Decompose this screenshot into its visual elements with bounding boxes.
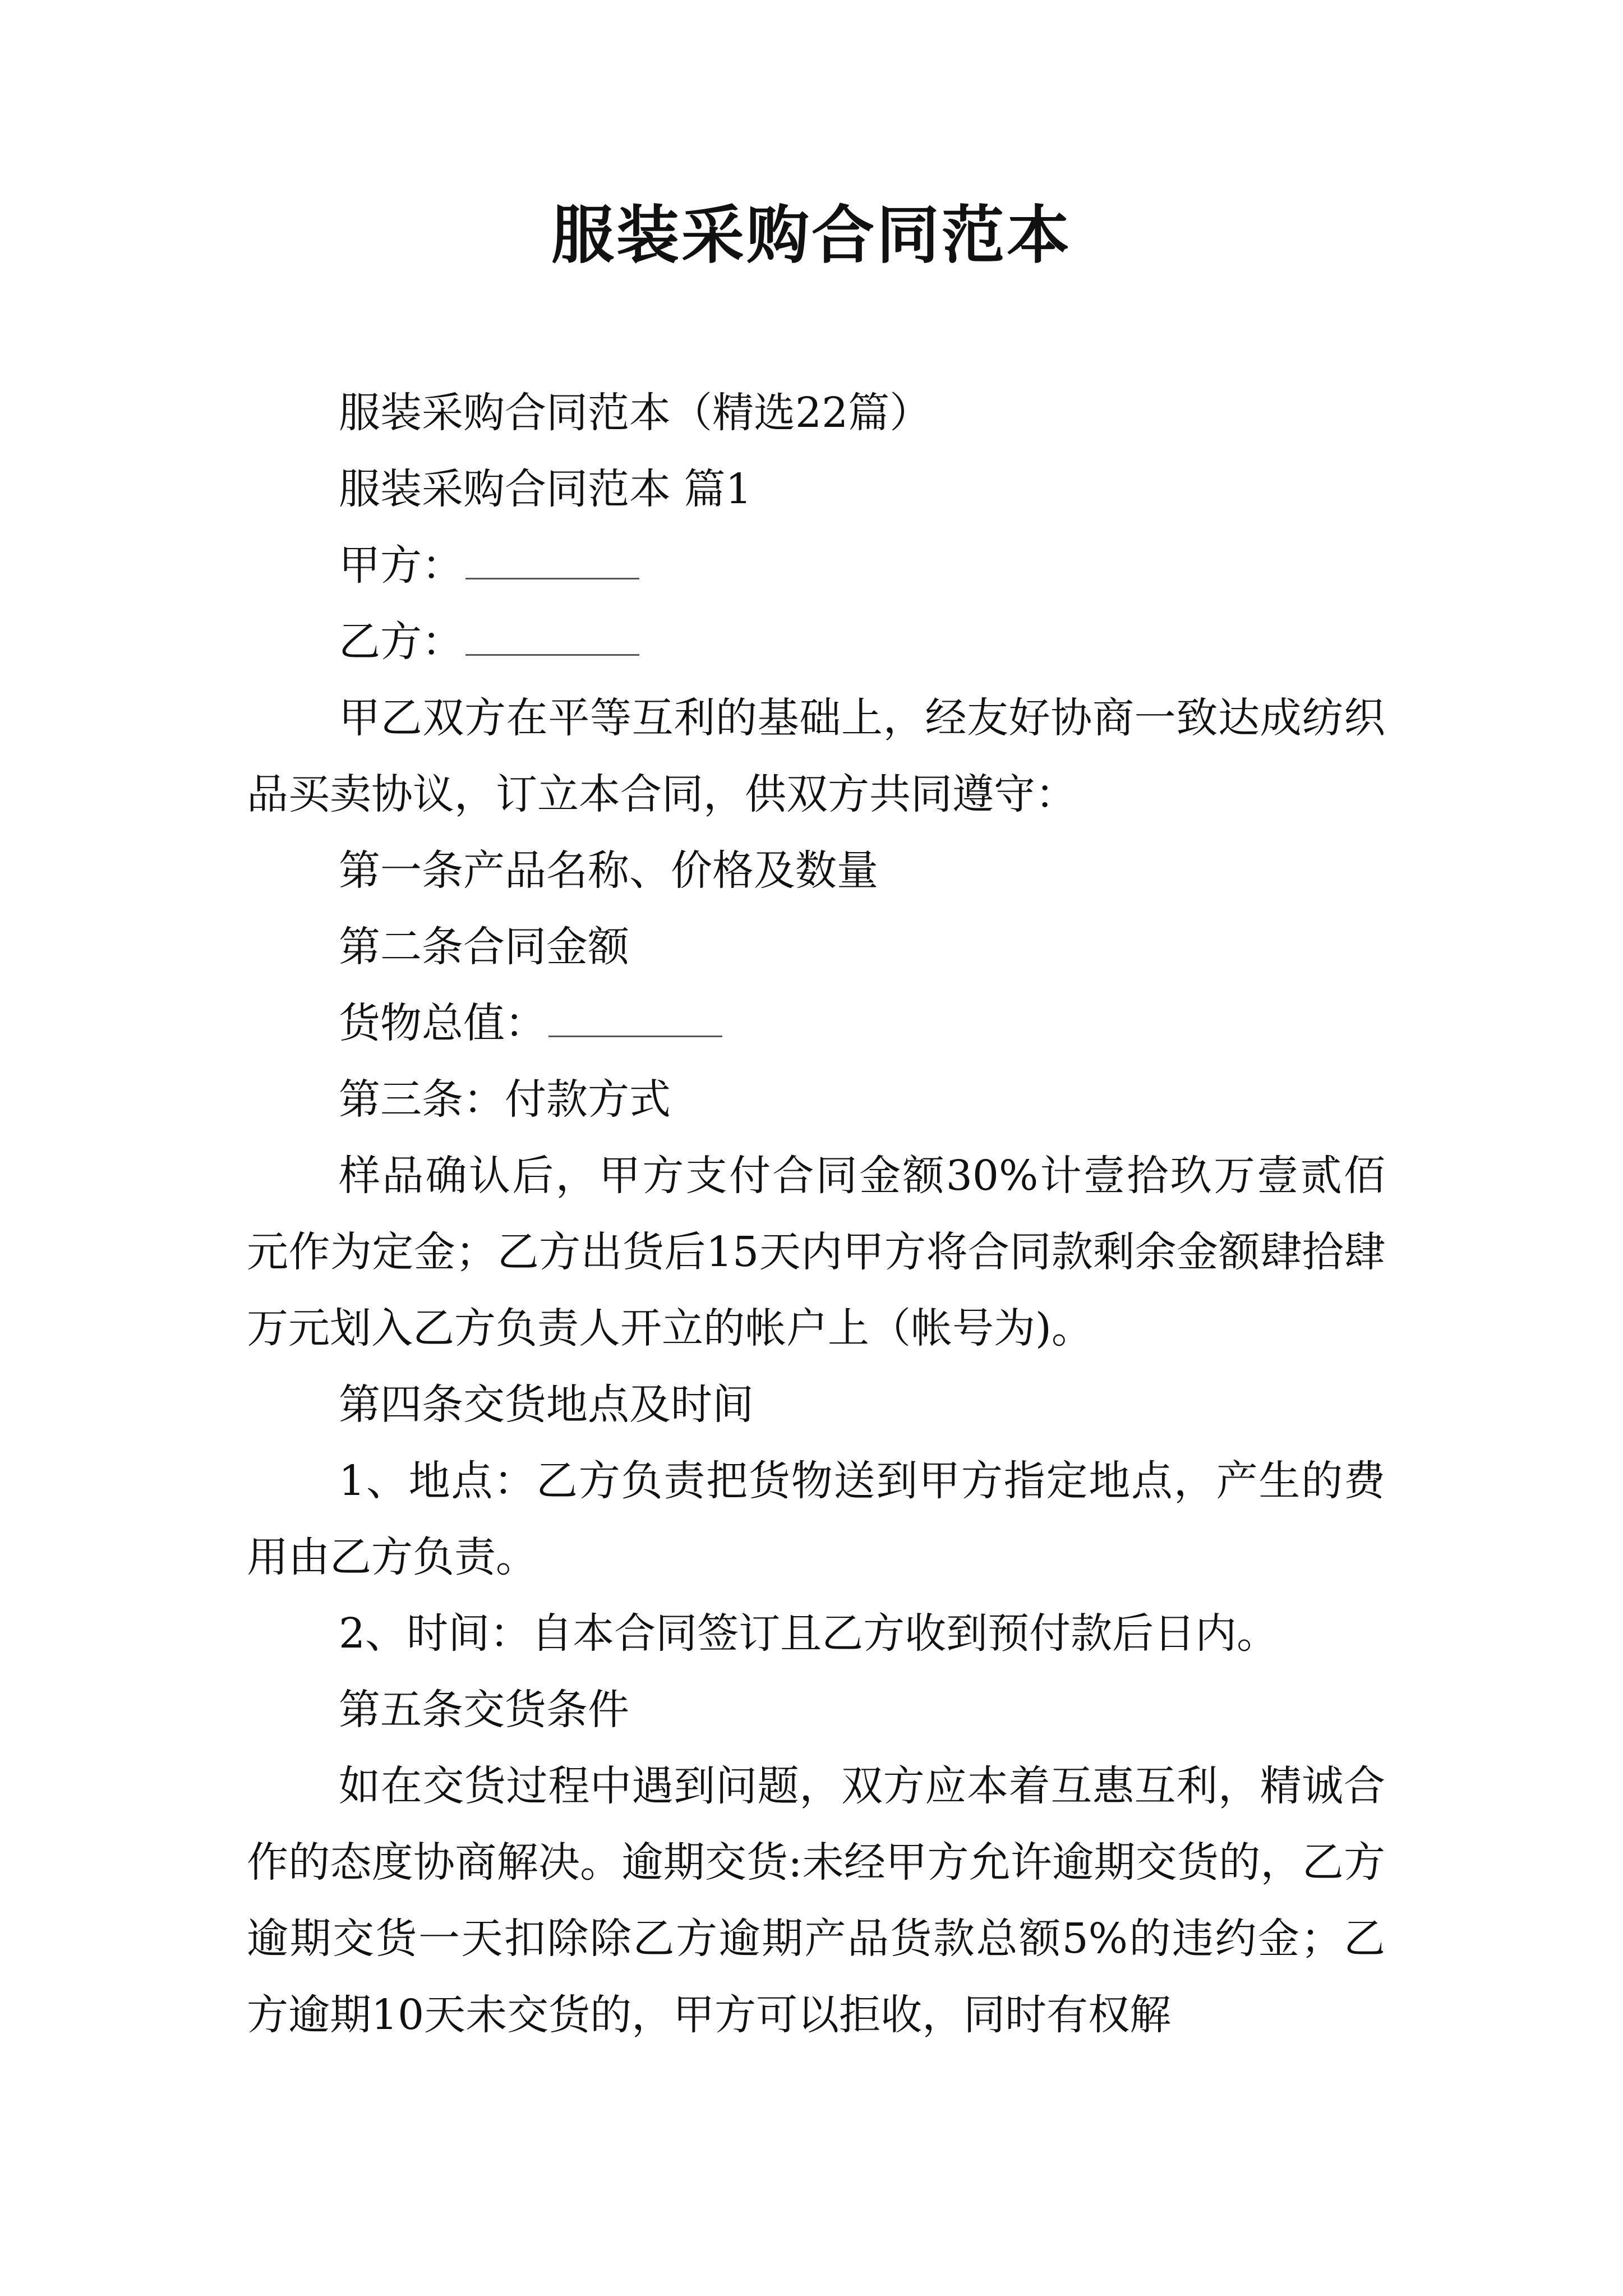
- total-value-line: [247, 985, 1385, 1061]
- party-b-line: [247, 604, 1385, 680]
- clause-4-heading: 第四条交货地点及时间: [339, 1381, 754, 1429]
- preamble-paragraph: 甲乙双方在平等互利的基础上，经友好协商一致达成纺织品买卖协议，订立本合同，供双方共同遵守：: [247, 694, 1385, 818]
- total-value-blank: [548, 1002, 722, 1037]
- document-title: 服装采购合同范本: [551, 199, 1072, 272]
- clause-5-heading: 第五条交货条件: [339, 1686, 629, 1734]
- delivery-place-paragraph: 1、地点：乙方负责把货物送到甲方指定地点，产生的费用由乙方负责。: [247, 1457, 1385, 1581]
- party-b-label: 乙方：: [339, 618, 463, 666]
- payment-terms-paragraph: 样品确认后，甲方支付合同金额30%计壹拾玖万壹贰佰元作为定金；乙方出货后15天内甲方将合同款剩余金额肆拾肆万元划入乙方负责人开立的帐户上（帐号为)。: [247, 1152, 1385, 1352]
- delivery-time-paragraph: 2、时间：自本合同签订且乙方收到预付款后日内。: [339, 1609, 1279, 1658]
- clause-3-heading: 第三条：付款方式: [339, 1075, 671, 1124]
- party-a-label: 甲方：: [339, 541, 463, 590]
- document-body: [247, 375, 1385, 2053]
- party-a-blank: [465, 544, 639, 579]
- delivery-conditions-paragraph: 如在交货过程中遇到问题，双方应本着互惠互利，精诚合作的态度协商解决。逾期交货:未经甲方允许逾期交货的，乙方逾期交货一天扣除除乙方逾期产品货款总额5%的违约金；乙方逾期10天未交货的，甲方可以拒收，同时有权解: [247, 1762, 1385, 2039]
- party-a-line: [247, 527, 1385, 604]
- party-b-blank: [465, 620, 639, 656]
- clause-1-heading: 第一条产品名称、价格及数量: [339, 846, 878, 895]
- subtitle-paragraph: 服装采购合同范本（精选22篇）: [339, 389, 932, 437]
- total-value-label: 货物总值：: [339, 999, 546, 1047]
- clause-2-heading: 第二条合同金额: [339, 923, 629, 971]
- article-heading: 服装采购合同范本 篇1: [339, 465, 752, 513]
